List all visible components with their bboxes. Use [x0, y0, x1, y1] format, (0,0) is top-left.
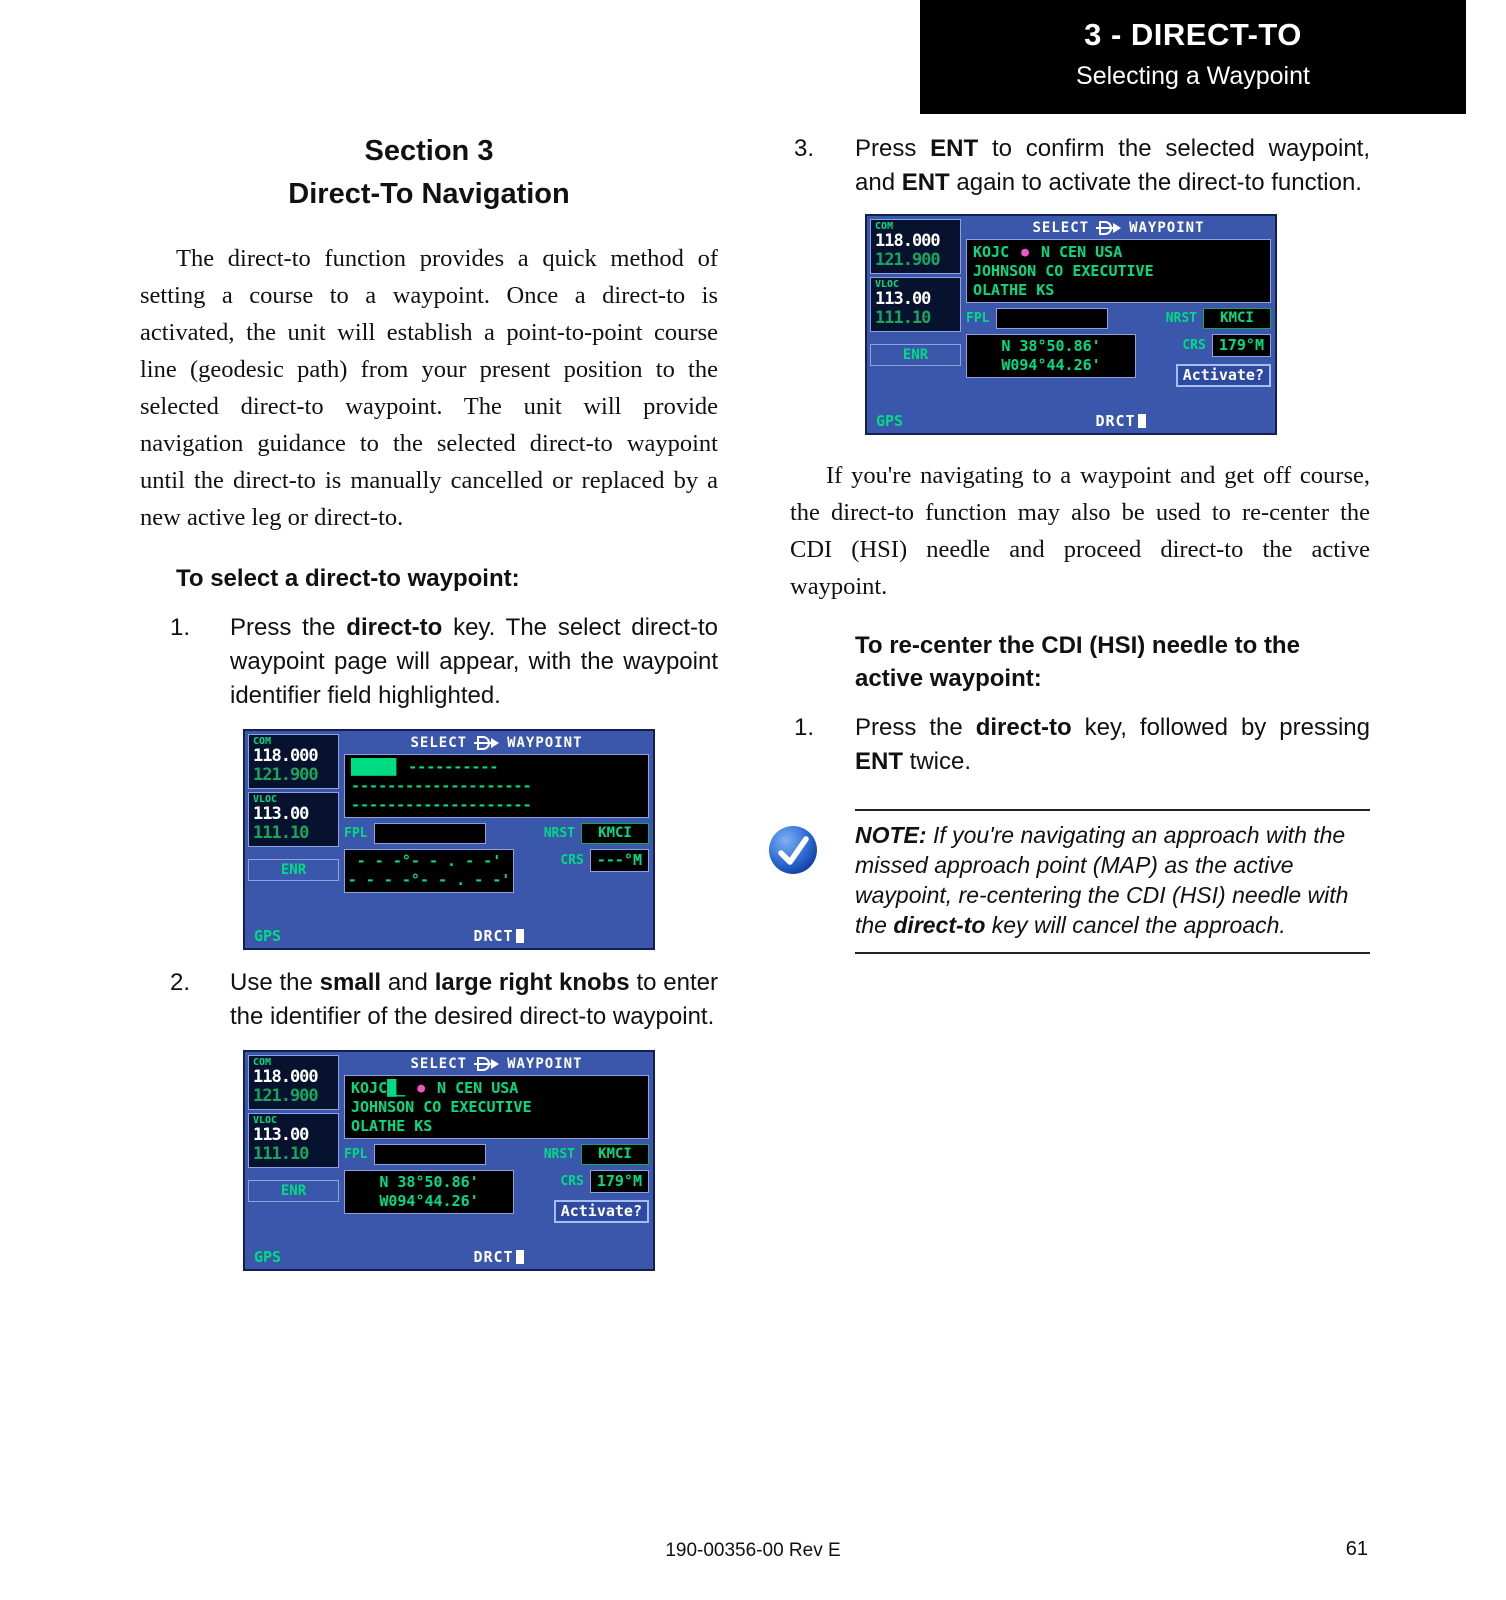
- select-waypoint-title: [966, 216, 1271, 239]
- vloc-label: VLOC: [875, 279, 900, 290]
- waypoint-info-box: [344, 1075, 649, 1139]
- course-column: [1144, 334, 1271, 387]
- note-block: [768, 809, 1370, 954]
- com-frequency-panel: [870, 219, 961, 274]
- intro-paragraph: The direct-to function provides a quick method of setting a course to a waypoint. Once a direct-to is activated, the unit will establish a point-to-point course line (geodesic path) from your present position to the selected direct-to waypoint. The unit will provide navigation guidance to the selected direct-to waypoint until the direct-to is manually cancelled or replaced by a new active leg or direct-to.: [140, 245, 718, 531]
- gps-screenshot-step3: [865, 214, 1370, 435]
- recenter-step-1: [790, 711, 1370, 779]
- waypoint-identifier-line: [973, 243, 1264, 262]
- position-course-row: [344, 1170, 649, 1223]
- direct-to-icon: [1096, 221, 1122, 235]
- gps-bottom-bar: [245, 924, 653, 948]
- gps-frequency-sidebar: [867, 216, 964, 409]
- left-column: [140, 130, 718, 1279]
- recenter-paragraph: If you're navigating to a waypoint and get off course, the direct-to function may also be used to re-center the CDI (HSI) needle and proceed direct-to the active waypoint.: [790, 462, 1370, 600]
- activate-prompt: Activate?: [554, 1200, 649, 1223]
- waypoint-city: OLATHE KS: [351, 1117, 433, 1135]
- step-text: Use the small and large right knobs to enter the identifier of the desired direct-to waypoint.: [230, 969, 718, 1030]
- direct-to-icon: [474, 1057, 500, 1071]
- course-column: [522, 1170, 649, 1223]
- course-row: [1182, 334, 1271, 357]
- com-active-frequency: 118.000: [253, 746, 318, 766]
- vloc-frequency-panel: [248, 1113, 339, 1168]
- course-column: [522, 849, 649, 872]
- drct-annunciator: DRCT: [1095, 412, 1145, 430]
- chapter-header: [920, 0, 1466, 114]
- crs-value: ---°M: [590, 849, 649, 872]
- waypoint-facility-name: JOHNSON CO EXECUTIVE: [973, 262, 1154, 280]
- com-standby-frequency: 121.900: [253, 1086, 318, 1106]
- crs-value: 179°M: [590, 1170, 649, 1193]
- position-coordinates-box: [966, 334, 1136, 378]
- step-3: [790, 132, 1370, 200]
- vloc-standby-frequency: 111.10: [875, 308, 931, 328]
- fpl-label: FPL: [344, 826, 368, 841]
- vloc-frequency-panel: [870, 277, 961, 332]
- gps-mode-annunciator: GPS: [254, 927, 282, 945]
- step-number: 1.: [794, 714, 815, 741]
- waypoint-identifier-field: █████: [351, 758, 397, 776]
- activate-prompt: Activate?: [1176, 364, 1271, 387]
- select-waypoint-title: [344, 1052, 649, 1075]
- gps-screenshot-step1: [243, 729, 718, 950]
- waypoint-identifier-field: KOJC: [973, 243, 1010, 261]
- com-active-frequency: 118.000: [875, 231, 940, 251]
- drct-annunciator: DRCT: [473, 1248, 523, 1266]
- course-row: [560, 849, 649, 872]
- longitude-value: W094°44.26': [1001, 356, 1101, 374]
- vloc-active-frequency: 113.00: [875, 289, 931, 309]
- cursor-block-icon: [516, 929, 524, 943]
- gps-mode-annunciator: GPS: [876, 412, 904, 430]
- waypoint-symbol-icon: ●: [417, 1081, 426, 1096]
- waypoint-facility-name: --------------------: [351, 777, 532, 795]
- longitude-value: W094°44.26': [379, 1192, 479, 1210]
- select-waypoint-title: [344, 731, 649, 754]
- waypoint-city: OLATHE KS: [973, 281, 1055, 299]
- waypoint-facility-name: JOHNSON CO EXECUTIVE: [351, 1098, 532, 1116]
- vloc-active-frequency: 113.00: [253, 1125, 309, 1145]
- gps-frequency-sidebar: [245, 1052, 342, 1245]
- waypoint-region: ----------: [408, 758, 499, 776]
- gps-screen-body: [245, 1052, 653, 1245]
- page-number: 61: [1345, 1538, 1368, 1560]
- step-number: 1.: [170, 614, 191, 641]
- title-waypoint-label: WAYPOINT: [1129, 220, 1205, 236]
- fpl-nrst-row: [344, 1143, 649, 1166]
- fpl-field: [374, 1144, 486, 1165]
- gps-screen-body: [245, 731, 653, 924]
- procedure-heading-select-waypoint: To select a direct-to waypoint:: [176, 565, 520, 592]
- direct-to-icon: [474, 736, 500, 750]
- nrst-label: NRST: [543, 826, 575, 841]
- vloc-standby-frequency: 111.10: [253, 1144, 309, 1164]
- com-standby-frequency: 121.900: [253, 765, 318, 785]
- enr-annunciator: ENR: [248, 859, 339, 881]
- waypoint-region: N CEN USA: [1040, 243, 1123, 261]
- com-label: COM: [253, 1057, 272, 1068]
- section-heading-line2: Direct-To Navigation: [288, 178, 570, 210]
- gps-main-area: [342, 1052, 653, 1245]
- procedure-heading-recenter: To re-center the CDI (HSI) needle to the active waypoint:: [855, 632, 1300, 692]
- crs-label: CRS: [560, 853, 584, 868]
- step-number: 2.: [170, 969, 191, 996]
- position-course-row: [966, 334, 1271, 387]
- waypoint-identifier-line: [351, 758, 642, 777]
- right-column: [790, 130, 1370, 954]
- title-select-label: SELECT: [410, 1056, 468, 1072]
- chapter-subtitle: Selecting a Waypoint: [1076, 62, 1310, 90]
- vloc-frequency-panel: [248, 792, 339, 847]
- cursor-block-icon: [1138, 414, 1146, 428]
- gps-device-screenshot: [865, 214, 1277, 435]
- note-text: NOTE: If you're navigating an approach with the missed approach point (MAP) as the active waypoint, re-centering the CDI (HSI) needle with the direct-to key will cancel the approach.: [855, 809, 1370, 954]
- fpl-field: [996, 308, 1108, 329]
- step-text: Press the direct-to key. The select direct-to waypoint page will appear, with the waypoint identifier field highlighted.: [230, 614, 719, 709]
- fpl-label: FPL: [344, 1147, 368, 1162]
- chapter-title: 3 - DIRECT-TO: [1084, 17, 1302, 52]
- enr-annunciator: ENR: [870, 344, 961, 366]
- note-icon: [768, 825, 818, 875]
- gps-screen-body: [867, 216, 1275, 409]
- longitude-value: - - - -°- - . - -': [347, 871, 511, 889]
- vloc-standby-frequency: 111.10: [253, 823, 309, 843]
- step-2: [140, 966, 718, 1034]
- step-text: Press the direct-to key, followed by pressing ENT twice.: [855, 714, 1370, 775]
- title-waypoint-label: WAYPOINT: [507, 1056, 583, 1072]
- step-number: 3.: [794, 135, 815, 162]
- nrst-label: NRST: [1165, 311, 1197, 326]
- nrst-value: KMCI: [1203, 308, 1271, 329]
- note-icon-column: [768, 809, 855, 954]
- waypoint-region: N CEN USA: [437, 1079, 519, 1097]
- section-heading-line1: Section 3: [364, 135, 494, 167]
- title-select-label: SELECT: [1032, 220, 1090, 236]
- enr-annunciator: ENR: [248, 1180, 339, 1202]
- crs-label: CRS: [1182, 338, 1206, 353]
- com-label: COM: [253, 736, 272, 747]
- position-coordinates-box: [344, 849, 514, 893]
- title-select-label: SELECT: [410, 735, 468, 751]
- waypoint-identifier-field: KOJC█_: [351, 1079, 406, 1097]
- fpl-label: FPL: [966, 311, 990, 326]
- fpl-nrst-row: [344, 822, 649, 845]
- course-row: [560, 1170, 649, 1193]
- document-number: 190-00356-00 Rev E: [665, 1540, 841, 1561]
- fpl-nrst-row: [966, 307, 1271, 330]
- gps-mode-annunciator: GPS: [254, 1248, 282, 1266]
- drct-annunciator: DRCT: [473, 927, 523, 945]
- nrst-value: KMCI: [581, 823, 649, 844]
- com-frequency-panel: [248, 1055, 339, 1110]
- nrst-value: KMCI: [581, 1144, 649, 1165]
- gps-bottom-bar: [867, 409, 1275, 433]
- section-heading: [140, 130, 718, 216]
- gps-device-screenshot: [243, 729, 655, 950]
- crs-value: 179°M: [1212, 334, 1271, 357]
- position-course-row: [344, 849, 649, 893]
- vloc-label: VLOC: [253, 794, 278, 805]
- gps-main-area: [342, 731, 653, 924]
- latitude-value: N 38°50.86': [1001, 337, 1101, 355]
- gps-frequency-sidebar: [245, 731, 342, 924]
- step-text: Press ENT to confirm the selected waypoint, and ENT again to activate the direct-to function.: [855, 135, 1370, 196]
- vloc-label: VLOC: [253, 1115, 278, 1126]
- com-standby-frequency: 121.900: [875, 250, 940, 270]
- position-coordinates-box: [344, 1170, 514, 1214]
- gps-main-area: [964, 216, 1275, 409]
- gps-screenshot-step2: [243, 1050, 718, 1271]
- com-active-frequency: 118.000: [253, 1067, 318, 1087]
- fpl-field: [374, 823, 486, 844]
- title-waypoint-label: WAYPOINT: [507, 735, 583, 751]
- cursor-block-icon: [516, 1250, 524, 1264]
- waypoint-city: --------------------: [351, 796, 532, 814]
- waypoint-info-box: [344, 754, 649, 818]
- latitude-value: - - -°- - . - -': [356, 852, 502, 870]
- step-1: [140, 611, 718, 713]
- com-frequency-panel: [248, 734, 339, 789]
- latitude-value: N 38°50.86': [379, 1173, 479, 1191]
- com-label: COM: [875, 221, 894, 232]
- gps-device-screenshot: [243, 1050, 655, 1271]
- waypoint-symbol-icon: ●: [1021, 245, 1029, 260]
- waypoint-identifier-line: [351, 1079, 642, 1098]
- gps-bottom-bar: [245, 1245, 653, 1269]
- crs-label: CRS: [560, 1174, 584, 1189]
- vloc-active-frequency: 113.00: [253, 804, 309, 824]
- waypoint-info-box: [966, 239, 1271, 303]
- nrst-label: NRST: [543, 1147, 575, 1162]
